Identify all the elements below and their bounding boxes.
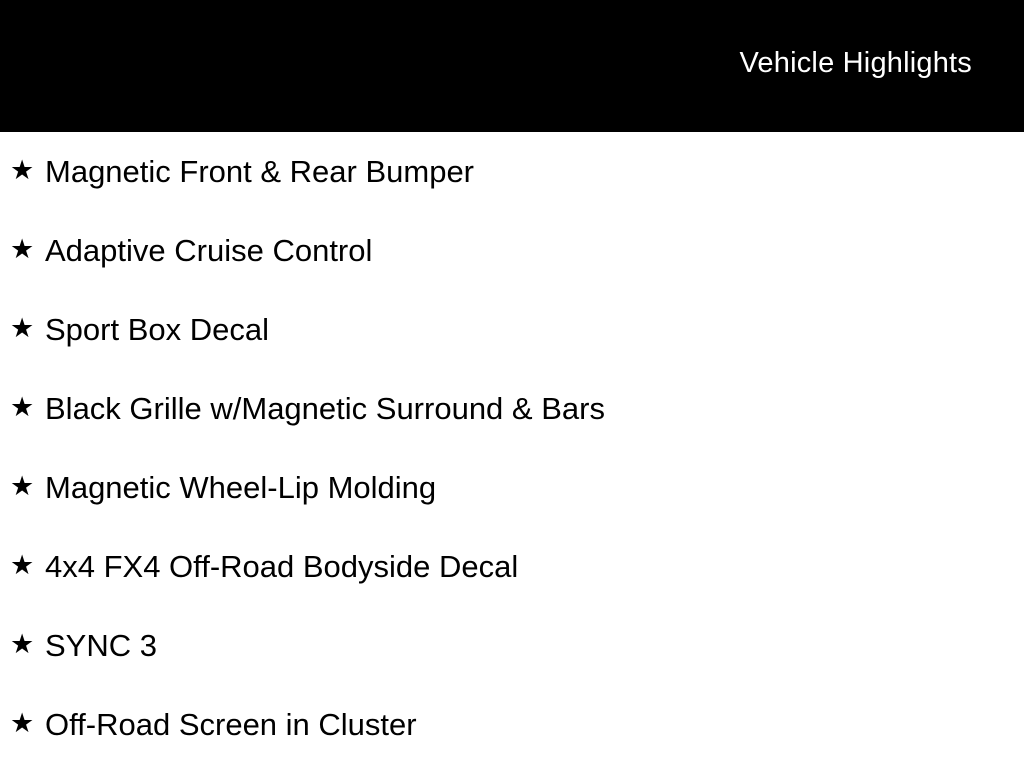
highlights-list bbox=[0, 132, 1024, 768]
star-icon: ★ bbox=[10, 471, 35, 501]
list-item bbox=[0, 290, 1024, 369]
star-icon: ★ bbox=[10, 629, 35, 659]
list-item bbox=[0, 606, 1024, 685]
page-title: Vehicle Highlights bbox=[739, 46, 972, 79]
list-item-label: SYNC 3 bbox=[45, 628, 157, 663]
star-icon: ★ bbox=[10, 234, 35, 264]
list-item-label: Off-Road Screen in Cluster bbox=[45, 707, 417, 742]
list-item-label: Sport Box Decal bbox=[45, 312, 269, 347]
star-icon: ★ bbox=[10, 392, 35, 422]
list-item bbox=[0, 369, 1024, 448]
list-item-label: Magnetic Front & Rear Bumper bbox=[45, 154, 475, 189]
list-item bbox=[0, 211, 1024, 290]
list-item-label: Black Grille w/Magnetic Surround & Bars bbox=[45, 391, 605, 426]
list-item bbox=[0, 132, 1024, 211]
star-icon: ★ bbox=[10, 550, 35, 580]
list-item bbox=[0, 527, 1024, 606]
list-item bbox=[0, 685, 1024, 764]
list-item-label: 4x4 FX4 Off-Road Bodyside Decal bbox=[45, 549, 519, 584]
star-icon: ★ bbox=[10, 155, 35, 185]
star-icon: ★ bbox=[10, 313, 35, 343]
header-bar bbox=[0, 0, 1024, 132]
list-item-label: Adaptive Cruise Control bbox=[45, 233, 373, 268]
list-item-label: Magnetic Wheel-Lip Molding bbox=[45, 470, 437, 505]
list-item bbox=[0, 448, 1024, 527]
star-icon: ★ bbox=[10, 708, 35, 738]
